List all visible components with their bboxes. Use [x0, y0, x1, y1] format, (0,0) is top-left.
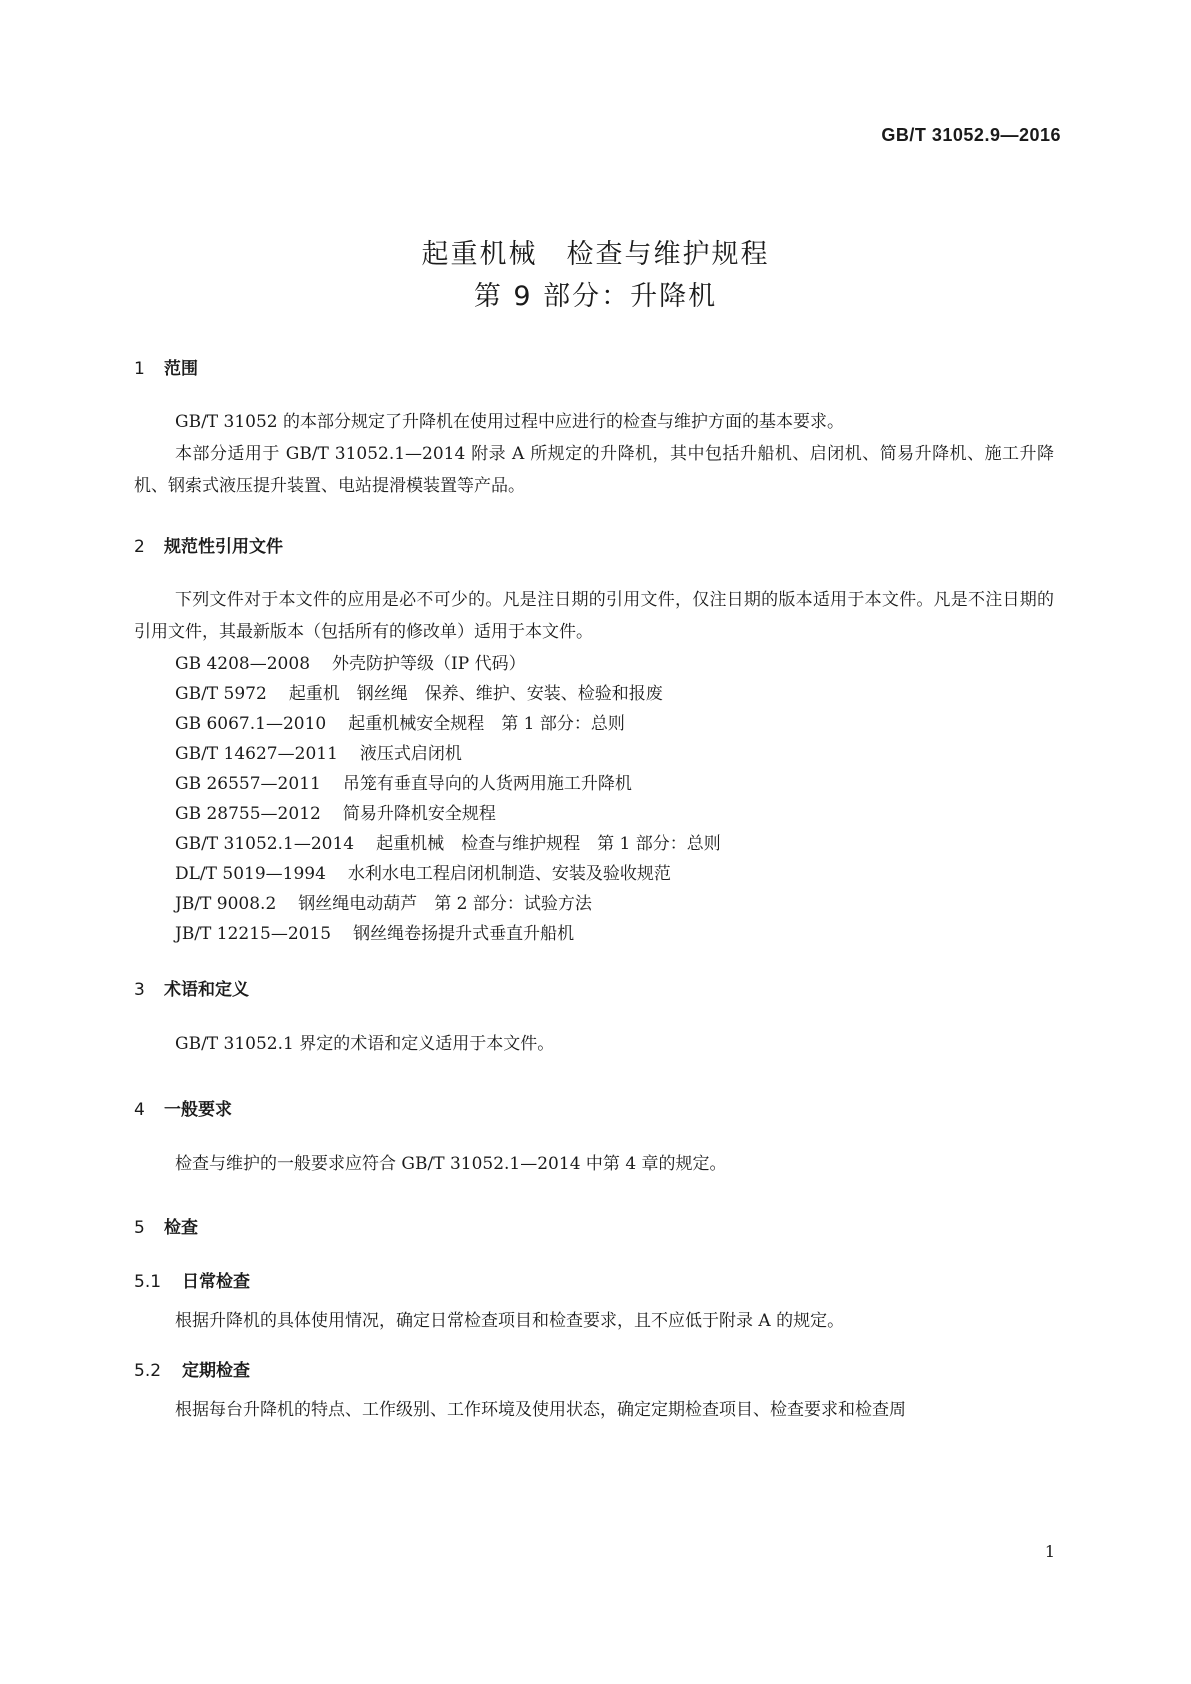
page-number: 1 — [1044, 1542, 1055, 1561]
reference-code: GB 6067.1—2010 — [175, 714, 327, 734]
section-number: 5.1 — [134, 1272, 162, 1292]
paragraph: GB/T 31052 的本部分规定了升降机在使用过程中应进行的检查与维护方面的基本要求。 — [175, 412, 845, 432]
reference-title: 简易升降机安全规程 — [342, 804, 496, 824]
reference-item — [175, 919, 574, 944]
reference-code: GB 28755—2012 — [175, 804, 321, 824]
section-title: 规范性引用文件 — [164, 537, 283, 557]
section-number: 5 — [134, 1218, 145, 1238]
reference-item — [175, 829, 721, 854]
paragraph: 本部分适用于 GB/T 31052.1—2014 附录 A 所规定的升降机，其中包括升船机、启闭机、简易升降机、施工升降机、钢索式液压提升装置、电站提滑模装置等产品。 — [134, 444, 1054, 496]
document-subtitle: 第 9 部分：升降机 — [473, 281, 718, 312]
reference-code: GB/T 31052.1—2014 — [175, 834, 355, 854]
section-title: 检查 — [164, 1218, 198, 1238]
section-title: 术语和定义 — [164, 980, 249, 1000]
reference-item — [175, 859, 671, 884]
reference-title: 钢丝绳电动葫芦 第 2 部分：试验方法 — [298, 894, 592, 914]
reference-title: 液压式启闭机 — [359, 744, 462, 764]
document-title: 起重机械 检查与维护规程 — [421, 239, 770, 270]
reference-item — [175, 889, 592, 914]
section-title: 一般要求 — [164, 1100, 232, 1120]
paragraph: GB/T 31052.1 界定的术语和定义适用于本文件。 — [175, 1034, 555, 1054]
reference-title: 起重机械安全规程 第 1 部分：总则 — [348, 714, 625, 734]
reference-item — [175, 709, 625, 734]
paragraph: 下列文件对于本文件的应用是必不可少的。凡是注日期的引用文件，仅注日期的版本适用于本文件。凡是不注日期的引用文件，其最新版本（包括所有的修改单）适用于本文件。 — [134, 590, 1054, 642]
section-heading-1 — [134, 354, 198, 379]
section-heading-3 — [134, 975, 249, 1000]
reference-item — [175, 799, 496, 824]
reference-title: 起重机 钢丝绳 保养、维护、安装、检验和报废 — [288, 684, 663, 704]
paragraph: 根据升降机的具体使用情况，确定日常检查项目和检查要求，且不应低于附录 A 的规定。 — [175, 1311, 845, 1331]
reference-code: JB/T 12215—2015 — [175, 924, 332, 944]
section-number: 3 — [134, 980, 145, 1000]
reference-title: 钢丝绳卷扬提升式垂直升船机 — [353, 924, 575, 944]
reference-item — [175, 649, 526, 674]
reference-code: DL/T 5019—1994 — [175, 864, 326, 884]
reference-code: JB/T 9008.2 — [175, 894, 277, 914]
section-heading-4 — [134, 1095, 232, 1120]
reference-item — [175, 679, 663, 704]
reference-code: GB/T 5972 — [175, 684, 267, 704]
standard-code: GB/T 31052.9—2016 — [881, 125, 1061, 145]
section-number: 1 — [134, 359, 145, 379]
reference-code: GB/T 14627—2011 — [175, 744, 338, 764]
reference-title: 吊笼有垂直导向的人货两用施工升降机 — [342, 774, 632, 794]
section-title: 日常检查 — [182, 1272, 250, 1292]
reference-item — [175, 769, 632, 794]
section-heading-2 — [134, 532, 283, 557]
reference-code: GB 26557—2011 — [175, 774, 321, 794]
paragraph: 检查与维护的一般要求应符合 GB/T 31052.1—2014 中第 4 章的规定。 — [175, 1154, 727, 1174]
section-number: 2 — [134, 537, 145, 557]
section-title: 定期检查 — [182, 1361, 250, 1381]
section-number: 4 — [134, 1100, 145, 1120]
reference-title: 起重机械 检查与维护规程 第 1 部分：总则 — [376, 834, 721, 854]
paragraph: 根据每台升降机的特点、工作级别、工作环境及使用状态，确定定期检查项目、检查要求和检查周 — [175, 1400, 906, 1420]
reference-code: GB 4208—2008 — [175, 654, 311, 674]
section-title: 范围 — [164, 359, 198, 379]
reference-title: 外壳防护等级（IP 代码） — [332, 654, 526, 674]
reference-item — [175, 739, 462, 764]
subsection-heading-5-2 — [134, 1356, 250, 1381]
section-number: 5.2 — [134, 1361, 162, 1381]
section-heading-5 — [134, 1213, 198, 1238]
reference-title: 水利水电工程启闭机制造、安装及验收规范 — [347, 864, 671, 884]
subsection-heading-5-1 — [134, 1267, 250, 1292]
